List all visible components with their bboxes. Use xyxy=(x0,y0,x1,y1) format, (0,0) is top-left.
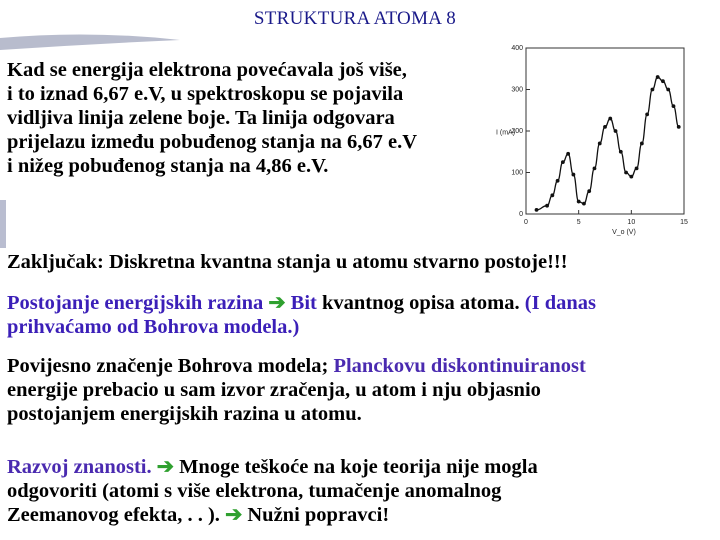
data-point xyxy=(640,142,644,146)
x-tick-label: 5 xyxy=(576,219,581,226)
x-tick-label: 15 xyxy=(680,219,688,226)
intro-paragraph xyxy=(7,58,417,178)
data-point xyxy=(608,117,612,121)
development-line3a: Zeemanovog efekta, . . ). xyxy=(7,504,220,526)
levels-part4: (I danas xyxy=(519,292,596,314)
data-point xyxy=(629,175,633,179)
data-point xyxy=(651,88,655,92)
development-text3: Nužni popravci! xyxy=(242,504,390,526)
data-point xyxy=(572,173,576,177)
history-line: energije prebacio u sam izvor zračenja, u atom i nju objasnio xyxy=(7,379,541,401)
intro-line: vidljiva linija zelene boje. Ta linija odgovara xyxy=(7,107,395,129)
data-point xyxy=(666,88,670,92)
conclusion-text: Zaključak: Diskretna kvantna stanja u atomu stvarno postoje!!! xyxy=(7,251,568,273)
chart-frame xyxy=(526,48,684,214)
levels-line xyxy=(7,291,596,315)
data-point xyxy=(614,129,618,133)
y-tick-label: 100 xyxy=(511,169,523,177)
levels-part3: kvantnog opisa atoma. xyxy=(316,292,520,314)
data-point xyxy=(582,202,586,206)
data-point xyxy=(661,79,665,83)
data-point xyxy=(677,125,681,129)
development-text1: Mnoge teškoće na koje teorija nije mogla xyxy=(173,456,538,478)
arrow-right-icon: ➔ xyxy=(268,292,286,314)
data-point xyxy=(566,152,570,156)
y-axis-label: I (mA) xyxy=(496,129,516,137)
history-lead: Povijesno značenje Bohrova modela; xyxy=(7,355,329,377)
page-title: STRUKTURA ATOMA 8 xyxy=(253,8,457,29)
y-tick-label: 400 xyxy=(511,45,523,52)
data-point xyxy=(561,160,565,164)
development-paragraph xyxy=(7,455,538,527)
intro-line: prijelazu između pobuđenog stanja na 6,67 e.V xyxy=(7,131,418,153)
data-point xyxy=(619,150,623,154)
data-point xyxy=(645,113,649,117)
data-point xyxy=(672,104,676,108)
development-line xyxy=(7,455,538,479)
data-point xyxy=(593,166,597,170)
data-point xyxy=(603,125,607,129)
development-line xyxy=(7,503,538,527)
history-line xyxy=(7,354,586,378)
development-line: odgovoriti (atomi s više elektrona, tumačenje anomalnog xyxy=(7,480,502,502)
data-point xyxy=(624,171,628,175)
development-lead: Razvoj znanosti. xyxy=(7,456,152,478)
history-line: postojanjem energijskih razina u atomu. xyxy=(7,403,362,425)
data-point xyxy=(635,166,639,170)
history-paragraph xyxy=(7,354,586,426)
x-tick-label: 0 xyxy=(524,219,528,226)
levels-part1: Postojanje energijskih razina xyxy=(7,292,264,314)
franck-hertz-chart xyxy=(488,40,698,240)
intro-line: Kad se energija elektrona povećavala još više, xyxy=(7,59,407,81)
data-point xyxy=(587,189,591,193)
data-point xyxy=(598,142,602,146)
data-point xyxy=(550,193,554,197)
data-point xyxy=(556,179,560,183)
arrow-right-icon: ➔ xyxy=(225,504,243,526)
intro-line: i to iznad 6,67 e.V, u spektroskopu se pojavila xyxy=(7,83,404,105)
series-line xyxy=(537,77,679,210)
data-point xyxy=(577,200,581,204)
intro-line: i nižeg pobuđenog stanja na 4,86 e.V. xyxy=(7,155,329,177)
data-point xyxy=(535,208,539,212)
history-highlight: Planckovu diskontinuiranost xyxy=(328,355,586,377)
x-axis-label: V_o (V) xyxy=(612,229,636,236)
y-tick-label: 200 xyxy=(511,128,523,135)
y-tick-label: 300 xyxy=(511,86,523,94)
levels-part2: Bit xyxy=(285,292,317,314)
data-point xyxy=(656,75,660,79)
arrow-right-icon: ➔ xyxy=(156,456,174,478)
x-tick-label: 10 xyxy=(627,219,636,226)
data-point xyxy=(545,204,549,208)
levels-paragraph xyxy=(7,291,596,339)
levels-line: prihvaćamo od Bohrova modela.) xyxy=(7,316,300,338)
y-tick-label: 0 xyxy=(519,211,523,218)
